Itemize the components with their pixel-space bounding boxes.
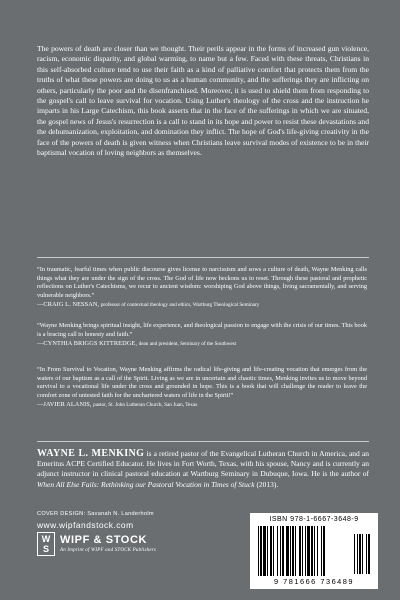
ws-logo-icon [37, 532, 55, 556]
publisher-url[interactable]: www.wipfandstock.com [37, 520, 134, 530]
logo-letter-w: W [41, 534, 51, 544]
author-name: WAYNE L. MENKING [37, 448, 145, 459]
publisher-tagline: An Imprint of WIPF and STOCK Publishers [60, 548, 157, 553]
endorsement-quote: “Wayne Menking brings spiritual insight, life experience, and theological passion to engage with the crisis of our times. This book is a bracing call to honesty and faith.” [37, 322, 367, 338]
isbn-barcode [250, 513, 378, 589]
endorsement-1 [37, 266, 367, 310]
price-barcode-icon [354, 526, 374, 574]
endorsement-2 [37, 322, 367, 349]
endorsement-quote: “In From Survival to Vocation, Wayne Menking affirms the radical life-giving and life-creating vocation that emerges from the waters of our baptism as a call of the Spirit. Living as we are in uncertain and chaotic times, Menking invites us to move beyond survival to a vocational life under the cross and grounded in hope. This is a book that will challenge the reader to leave the comfort zone of untested faith for the unchartered waters of life in the Spirit!” [37, 366, 367, 399]
endorser-name: —CRAIG L. NESSAN, [37, 301, 100, 309]
barcode-digits: 9 781666 736489 [273, 577, 355, 586]
divider [37, 257, 369, 258]
endorser-title: professor of contextual theology and ethics, Wartburg Theological Seminary [100, 302, 260, 309]
divider [37, 441, 369, 442]
previous-book-title: When All Else Fails: Rethinking our Pastoral Vocation in Times of Stuck [37, 479, 255, 489]
endorsement-attribution [37, 301, 367, 310]
endorser-name: —CYNTHIA BRIGGS KITTREDGE, [37, 340, 138, 348]
book-description: The powers of death are closer than we thought. Their perils appear in the forms of increased gun violence, racism, economic disparity, and global warming, to name but a few. Faced with these threats, Christians in this self-absorbed culture tend to use their faith as a kind of palliative comfort that protects them from the truths of what these powers are doing to us as a human community, and the sufferings they are inflicting on others, particularly the poor and the disenfranchised. Moreover, it is used to shield them from responding to the gospel's call to leave survival for vocation. Using Luther's theology of the cross and the instruction he imparts in his Large Catechism, this book asserts that in the face of the sufferings in which we are situated, the gospel news of Jesus's resurrection is a call to stand in its hope and power to resist these devastations and the dehumanization, exploitation, and domination they inflict. The hope of God's life-giving creativity in the face of the powers of death is given witness when Christians leave survival modes of existence to be in their baptismal vocation of loving neighbors as themselves. [37, 44, 369, 158]
cover-design-credit: COVER DESIGN: Savanah N. Landerholm [37, 511, 154, 517]
logo-letter-s: S [42, 544, 49, 554]
publisher-name: WIPF & STOCK [60, 534, 148, 546]
isbn-number: ISBN 978-1-6667-3648-9 [269, 516, 359, 523]
barcode-bars-icon [258, 526, 352, 576]
author-bio [37, 449, 369, 490]
endorser-title: dean and president, Seminary of the Southwest [138, 341, 237, 348]
endorsement-3 [37, 366, 367, 410]
bio-tail: (2013). [254, 479, 279, 489]
endorsement-attribution [37, 340, 367, 349]
endorser-name: —JAVIER ALANIS, [37, 401, 92, 409]
endorser-title: pastor, St. John Lutheran Church, San Juan, Texas [93, 402, 198, 409]
bio-text: is a retired pastor of the Evangelical Lutheran Church in America, and an Emeritus ACPE Certified Educator. He lives in Fort Worth, Texas, with his spouse, Nancy and is currently an adjunct instructor in clinical pastoral education at Wartburg Seminary in Dubuque, Iowa. He is the author of [37, 449, 369, 479]
publisher-logo [37, 532, 207, 558]
endorsement-quote: “In traumatic, fearful times when public discourse gives license to narcissism and sows a culture of death, Wayne Menking calls things what they are under the sign of the cross. The God of life now beckons us to reset. Through these pastoral and prophetic reflections on Luther's Catechisms, we recur to ancient wisdom: worshiping God above things, living sacramentally, and serving vulnerable neighbors.” [37, 266, 367, 299]
endorsement-attribution [37, 401, 367, 410]
